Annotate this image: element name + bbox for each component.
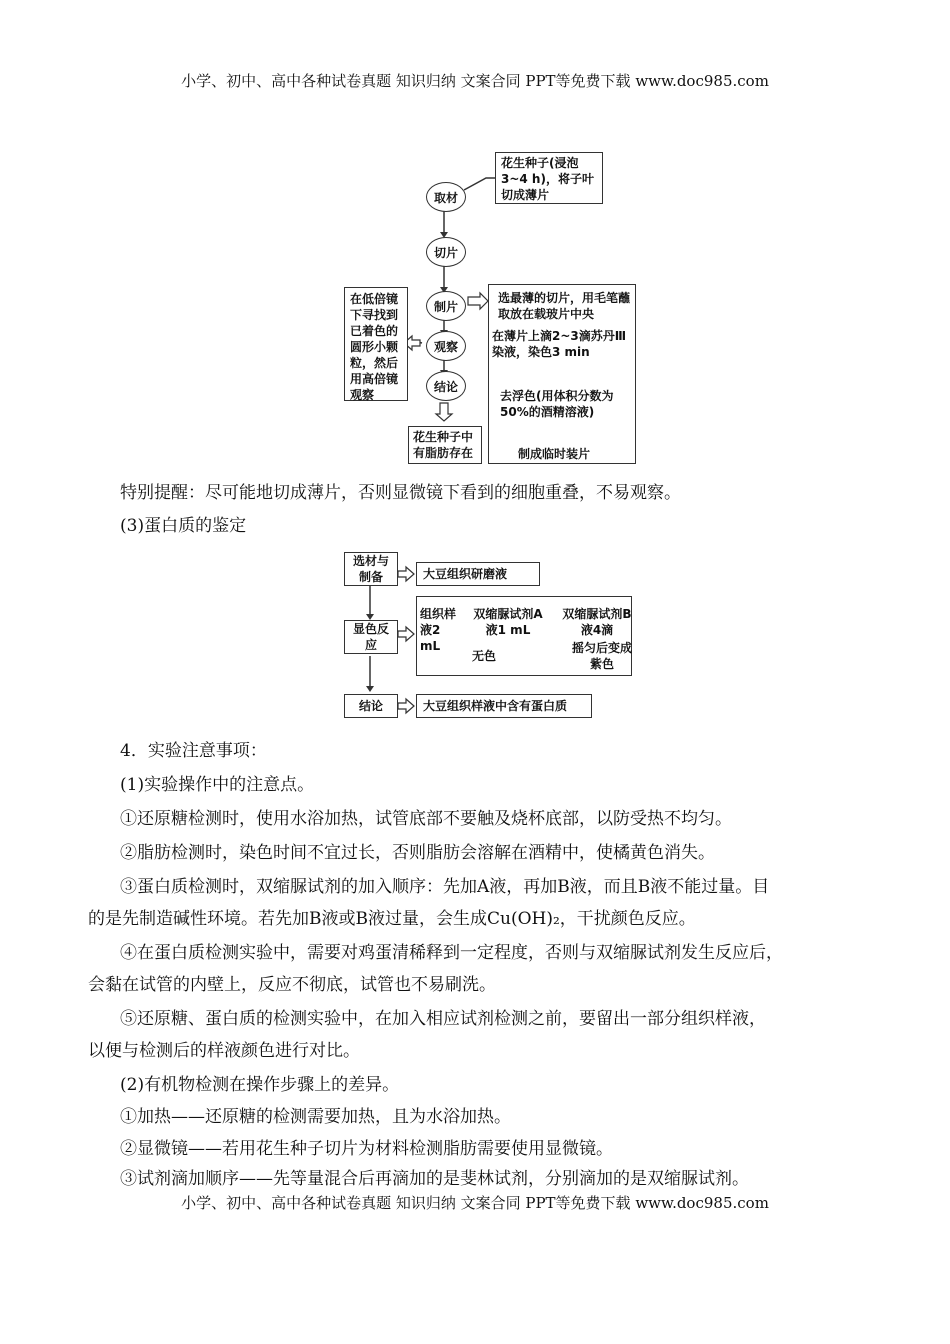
para-sugar: ①还原糖检测时，使用水浴加热，试管底部不要触及烧杯底部，以防受热不均匀。 <box>120 809 732 829</box>
para-protein-2: 的是先制造碱性环境。若先加B液或B液过量，会生成Cu(OH)₂，干扰颜色反应。 <box>88 909 696 929</box>
prep-step-1: 选最薄的切片，用毛笔蘸取放在载玻片中央 <box>498 291 631 321</box>
result-color: 摇匀后变成紫色 <box>572 641 633 671</box>
para-notes-title: 4．实验注意事项： <box>120 741 267 761</box>
para-fat: ②脂肪检测时，染色时间不宜过长，否则脂肪会溶解在酒精中，使橘黄色消失。 <box>120 843 715 863</box>
protein-material: 大豆组织研磨液 <box>416 562 540 586</box>
protein-step-color: 显色反应 <box>344 620 398 654</box>
prep-step-3: 去浮色(用体积分数为50%的酒精溶液) <box>500 389 614 419</box>
reagent-b: 双缩脲试剂B液4滴 <box>562 607 632 637</box>
page-footer: 小学、初中、高中各种试卷真题 知识归纳 文案合同 PPT等免费下载 www.doc985.com <box>181 1194 769 1212</box>
protein-step-conclusion: 结论 <box>344 694 398 718</box>
para-egg-2: 会黏在试管的内壁上，反应不彻底，试管也不易刷洗。 <box>88 975 496 995</box>
page-header: 小学、初中、高中各种试卷真题 知识归纳 文案合同 PPT等免费下载 www.doc985.com <box>181 72 769 90</box>
observe-note: 在低倍镜下寻找到已着色的圆形小颗粒，然后用高倍镜观察 <box>344 287 408 401</box>
step-sampling: 取材 <box>426 182 466 212</box>
reagent-a: 双缩脲试剂A液1 mL <box>473 607 543 637</box>
para-notes-1: (1)实验操作中的注意点。 <box>120 775 315 795</box>
protein-sample: 组织样液2 mL <box>420 607 457 653</box>
para-compare-2: 以便与检测后的样液颜色进行对比。 <box>88 1041 360 1061</box>
para-heating: ①加热——还原糖的检测需要加热，且为水浴加热。 <box>120 1107 511 1127</box>
protein-step-material: 选材与制备 <box>344 552 398 586</box>
step-conclusion: 结论 <box>426 371 466 401</box>
protein-flow-diagram <box>340 548 640 720</box>
prep-step-4: 制成临时装片 <box>518 447 591 461</box>
step-prep: 制片 <box>426 291 466 321</box>
colorless-label: 无色 <box>472 649 497 663</box>
tip-paragraph: 特别提醒：尽可能地切成薄片，否则显微镜下看到的细胞重叠，不易观察。 <box>120 483 681 503</box>
fat-conclusion: 花生种子中有脂肪存在 <box>408 426 482 464</box>
para-microscope: ②显微镜——若用花生种子切片为材料检测脂肪需要使用显微镜。 <box>120 1139 613 1159</box>
para-protein-1: ③蛋白质检测时，双缩脲试剂的加入顺序：先加A液，再加B液，而且B液不能过量。目 <box>120 877 770 897</box>
para-diff-title: (2)有机物检测在操作步骤上的差异。 <box>120 1075 400 1095</box>
material-note: 花生种子(浸泡3~4 h)，将子叶切成薄片 <box>495 152 603 204</box>
prep-step-2: 在薄片上滴2~3滴苏丹Ⅲ染液，染色3 min <box>492 329 627 359</box>
para-compare-1: ⑤还原糖、蛋白质的检测实验中，在加入相应试剂检测之前，要留出一部分组织样液， <box>120 1009 766 1029</box>
protein-conclusion: 大豆组织样液中含有蛋白质 <box>416 694 592 718</box>
step-slicing: 切片 <box>426 237 466 267</box>
step-observe: 观察 <box>426 331 466 361</box>
fat-flow-diagram <box>340 150 640 470</box>
protein-heading: (3)蛋白质的鉴定 <box>120 516 247 536</box>
para-reagent-order: ③试剂滴加顺序——先等量混合后再滴加的是斐林试剂，分别滴加的是双缩脲试剂。 <box>120 1169 749 1189</box>
para-egg-1: ④在蛋白质检测实验中，需要对鸡蛋清稀释到一定程度，否则与双缩脲试剂发生反应后， <box>120 943 783 963</box>
